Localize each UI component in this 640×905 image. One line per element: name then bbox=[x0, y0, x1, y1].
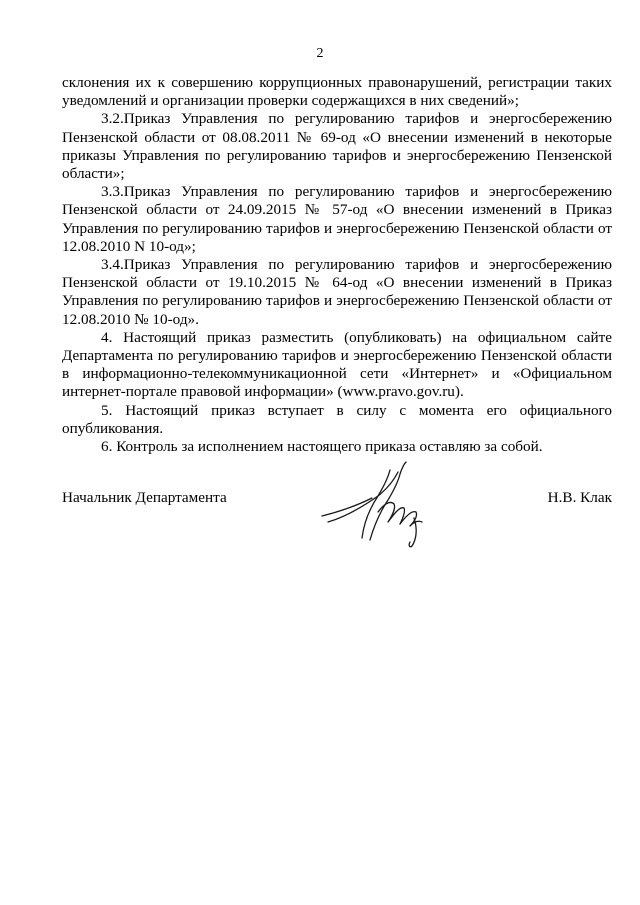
paragraph-3-2: 3.2.Приказ Управления по регулированию тарифов и энергосбережению Пензенской области от 08.08.2011 № 69-од «О внесении изменений в некоторые приказы Управления по регулированию тарифов и энергосбережению Пензенской области»; bbox=[62, 110, 612, 183]
paragraph-4: 4. Настоящий приказ разместить (опубликовать) на официальном сайте Департамента по регулированию тарифов и энергосбережению Пензенской области в информационно-телекоммуникационной сети «Интернет» и «Официальном интернет-портале правовой информации» (www.pravo.gov.ru). bbox=[62, 328, 612, 401]
paragraph-3-3: 3.3.Приказ Управления по регулированию тарифов и энергосбережению Пензенской области от 24.09.2015 № 57-од «О внесении изменений в Приказ Управления по регулированию тарифов и энергосбережению Пензенской области от 12.08.2010 N 10-од»; bbox=[62, 183, 612, 255]
paragraph-5: 5. Настоящий приказ вступает в силу с момента его официального опубликования. bbox=[62, 401, 612, 437]
page-number: 2 bbox=[316, 46, 324, 61]
paragraph-continuation: склонения их к совершению коррупционных правонарушений, регистрации таких уведомлений и организации проверки содержащихся в них сведений»; bbox=[62, 74, 612, 110]
signatory-name: Н.В. Клак bbox=[547, 489, 612, 506]
paragraph-6: 6. Контроль за исполнением настоящего приказа оставляю за собой. bbox=[101, 438, 543, 456]
paragraph-3-4: 3.4.Приказ Управления по регулированию тарифов и энергосбережению Пензенской области от 19.10.2015 № 64-од «О внесении изменений в Приказ Управления по регулированию тарифов и энергосбережению Пензенской области от 12.08.2010 № 10-од». bbox=[62, 256, 612, 328]
handwritten-signature-icon bbox=[318, 460, 436, 550]
signatory-title: Начальник Департамента bbox=[62, 489, 227, 506]
document-body bbox=[62, 74, 612, 456]
